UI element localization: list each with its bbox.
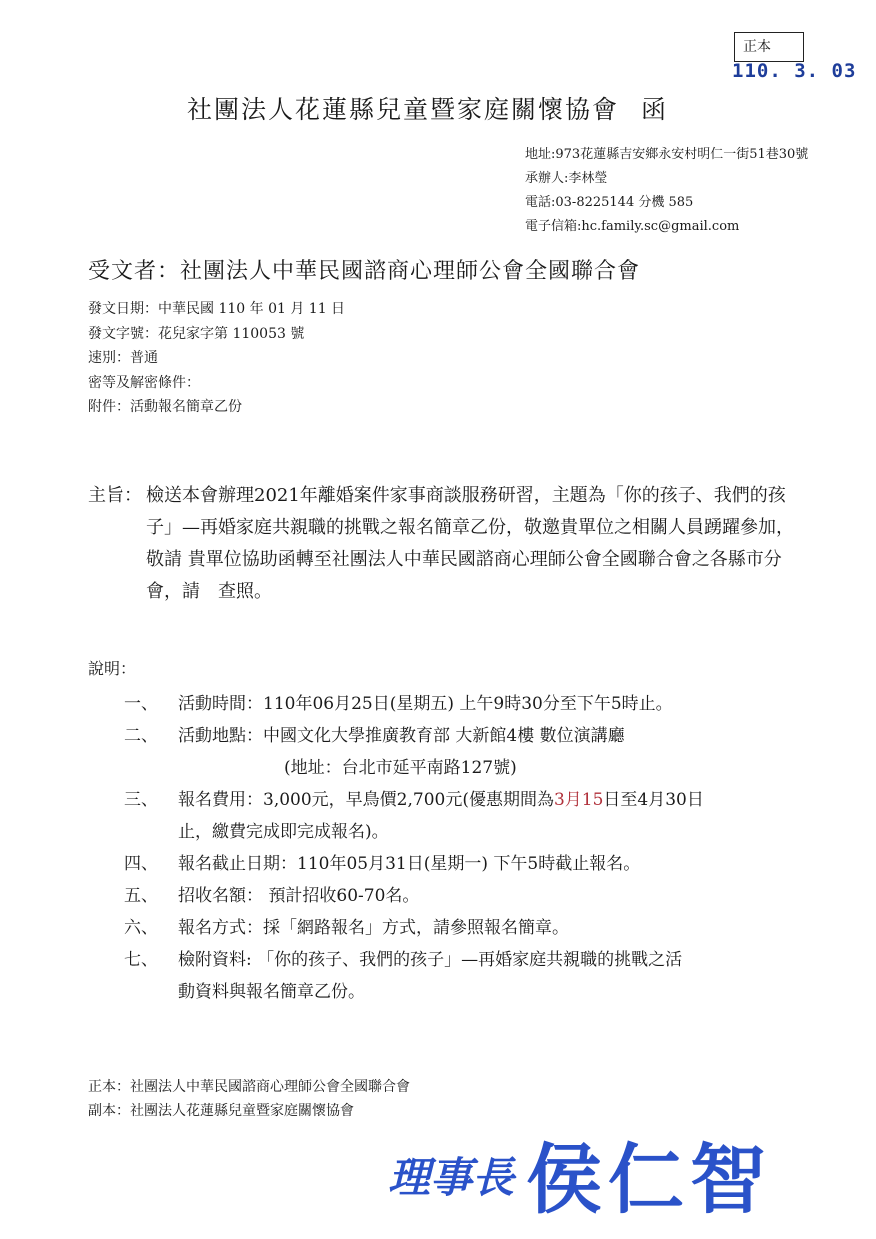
fee-text-end: 日至4月30日 xyxy=(603,790,704,810)
organization-title xyxy=(187,90,668,126)
contact-phone: 電話:03-8225144 分機 585 xyxy=(525,195,694,210)
item-line-continued: 動資料與報名簡章乙份。 xyxy=(178,982,365,1002)
subject-body: 檢送本會辦理2021年離婚案件家事商談服務研習，主題為「你的孩子、我們的孩子」—再婚家庭共親職的挑戰之報名簡章乙份，敬邀貴單位之相關人員踴躍參加，敬請 貴單位協助函轉至社團法人中華民國諮商心理師公會全國聯合會之各縣市分會，請 查照。 xyxy=(146,485,794,602)
document-meta xyxy=(88,297,345,420)
chairman-seal-stamp xyxy=(388,1120,788,1220)
contact-email: 電子信箱:hc.family.sc@gmail.com xyxy=(525,219,740,234)
fee-text: 報名費用：3,000元，早鳥價2,700元(優惠期間為 xyxy=(178,790,554,810)
subject-section xyxy=(88,480,808,608)
document-type: 函 xyxy=(641,95,669,124)
document-number: 發文字號：花兒家字第 110053 號 xyxy=(88,325,305,342)
issue-date: 發文日期：中華民國 110 年 01 月 11 日 xyxy=(88,301,346,317)
original-copy-line: 正本：社團法人中華民國諮商心理師公會全國聯合會 xyxy=(88,1079,410,1095)
receipt-stamp-date: 110. 3. 03 xyxy=(732,60,857,82)
item-line: 活動地點：中國文化大學推廣教育部 大新館4樓 數位演講廳 xyxy=(178,726,625,746)
item-line: 檢附資料: 「你的孩子、我們的孩子」—再婚家庭共親職的挑戰之活 xyxy=(178,950,683,970)
item-text xyxy=(178,944,804,1008)
item-number: 七、 xyxy=(124,950,158,970)
explanation-label: 說明： xyxy=(88,659,137,678)
list-item xyxy=(124,688,804,720)
item-text xyxy=(178,720,804,784)
list-item xyxy=(124,912,804,944)
item-text: 報名截止日期：110年05月31日(星期一) 下午5時截止報名。 xyxy=(178,854,641,874)
item-line-continued: (地址：台北市延平南路127號) xyxy=(284,758,517,778)
item-number: 二、 xyxy=(124,726,158,746)
attachment-line: 附件：活動報名簡章乙份 xyxy=(88,399,242,415)
explanation-list xyxy=(124,688,804,1008)
organization-name: 社團法人花蓮縣兒童暨家庭關懷協會 xyxy=(187,95,620,124)
item-number: 一、 xyxy=(124,694,158,714)
list-item xyxy=(124,880,804,912)
item-number: 三、 xyxy=(124,790,158,810)
contact-address: 地址:973花蓮縣吉安鄉永安村明仁一街51巷30號 xyxy=(525,147,809,162)
secrecy-condition: 密等及解密條件： xyxy=(88,374,200,391)
duplicate-copy-line: 副本：社團法人花蓮縣兒童暨家庭關懷協會 xyxy=(88,1103,354,1119)
subject-label: 主旨： xyxy=(88,485,142,506)
item-line xyxy=(178,784,804,816)
handwritten-date: 3月15 xyxy=(553,790,604,810)
contact-block xyxy=(525,143,808,239)
delivery-speed: 速別：普通 xyxy=(88,350,158,366)
copies-block xyxy=(88,1075,410,1123)
receipt-stamp-label: 正本 xyxy=(734,32,804,62)
list-item xyxy=(124,848,804,880)
list-item xyxy=(124,784,804,848)
item-text: 報名方式：採「網路報名」方式，請參照報名簡章。 xyxy=(178,918,569,938)
seal-title: 理事長 xyxy=(388,1153,515,1202)
item-number: 五、 xyxy=(124,886,158,906)
item-line-continued: 止，繳費完成即完成報名)。 xyxy=(178,822,389,842)
list-item xyxy=(124,720,804,784)
seal-name: 侯仁智 xyxy=(526,1135,772,1220)
item-number: 四、 xyxy=(124,854,158,874)
item-text: 招收名額： 預計招收60-70名。 xyxy=(178,886,420,906)
item-text xyxy=(178,784,804,848)
list-item xyxy=(124,944,804,1008)
recipient-line: 受文者：社團法人中華民國諮商心理師公會全國聯合會 xyxy=(88,259,641,284)
item-number: 六、 xyxy=(124,918,158,938)
item-text: 活動時間：110年06月25日(星期五) 上午9時30分至下午5時止。 xyxy=(178,694,673,714)
contact-person: 承辦人:李林瑩 xyxy=(525,171,608,186)
